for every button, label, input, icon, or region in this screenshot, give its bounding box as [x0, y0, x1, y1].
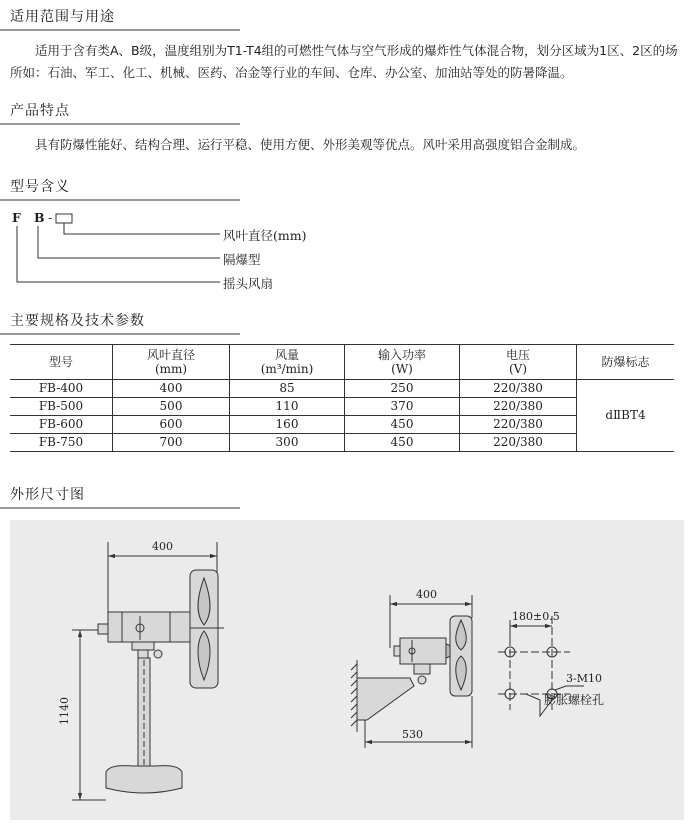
section-title-specs: 主要规格及技术参数: [10, 313, 145, 329]
cell-power: 450: [345, 416, 460, 434]
label-explosion-proof: 隔爆型: [223, 252, 261, 267]
cell-airflow: 160: [230, 416, 345, 434]
cell-diameter: 600: [113, 416, 230, 434]
floor-fan-drawing: [72, 542, 224, 800]
cell-diameter: 500: [113, 398, 230, 416]
header-voltage-unit: (V): [508, 362, 528, 376]
cell-model: FB-600: [10, 416, 113, 434]
cell-ex-mark: dⅡBT4: [577, 380, 675, 452]
dim-400-wall: 400: [416, 588, 437, 601]
model-code-diagram: [0, 0, 694, 300]
dim-180: 180±0.5: [512, 610, 560, 623]
cell-model: FB-750: [10, 434, 113, 452]
header-voltage-label: 电压: [505, 348, 530, 362]
dim-400-floor: 400: [152, 540, 173, 553]
cell-diameter: 400: [113, 380, 230, 398]
model-code-f: F: [12, 210, 21, 225]
cell-power: 450: [345, 434, 460, 452]
section-title-scope: 适用范围与用途: [10, 9, 115, 25]
cell-airflow: 110: [230, 398, 345, 416]
wall-fan-drawing: [351, 595, 472, 748]
header-ex-mark: [577, 345, 675, 380]
table-row: [10, 416, 674, 434]
section-title-features: 产品特点: [10, 103, 70, 119]
header-voltage: [460, 345, 577, 380]
header-ex-mark-label: 防爆标志: [601, 355, 650, 369]
label-bolt-holes: 膨胀螺栓孔: [544, 693, 605, 707]
table-row: [10, 398, 674, 416]
header-power-unit: (W): [391, 362, 413, 376]
cell-airflow: 85: [230, 380, 345, 398]
cell-power: 370: [345, 398, 460, 416]
header-diameter-label: 风叶直径: [146, 348, 195, 362]
model-code-leader-lines: [0, 0, 694, 300]
spec-table: [10, 344, 674, 452]
dimension-drawing: [10, 520, 684, 820]
cell-voltage: 220/380: [460, 398, 577, 416]
section-title-model: 型号含义: [10, 179, 70, 195]
header-airflow: [230, 345, 345, 380]
dim-530: 530: [402, 728, 423, 741]
header-model-label: 型号: [48, 355, 73, 369]
label-fan-diameter: 风叶直径(mm): [223, 228, 307, 243]
model-code-dash: -: [48, 210, 53, 225]
section-title-dimensions: 外形尺寸图: [10, 487, 85, 503]
cell-voltage: 220/380: [460, 434, 577, 452]
table-row: [10, 434, 674, 452]
features-paragraph: 具有防爆性能好、结构合理、运行平稳、使用方便、外形美观等优点。风叶采用高强度铝合金制成。: [35, 137, 586, 152]
cell-voltage: 220/380: [460, 380, 577, 398]
model-code-b: B: [34, 210, 45, 225]
dimension-drawing-panel: [10, 520, 684, 820]
table-row: [10, 380, 674, 398]
cell-airflow: 300: [230, 434, 345, 452]
dim-1140: 1140: [58, 697, 71, 725]
section-rule: [0, 333, 240, 335]
cell-model: FB-400: [10, 380, 113, 398]
header-power: [345, 345, 460, 380]
cell-model: FB-500: [10, 398, 113, 416]
cell-diameter: 700: [113, 434, 230, 452]
header-diameter-unit: (mm): [154, 362, 188, 376]
header-airflow-label: 风量: [274, 348, 299, 362]
scope-paragraph: 适用于含有类A、B级，温度组别为T1-T4组的可燃性气体与空气形成的爆炸性气体混合物，划分区域为1区、2区的场所如：石油、军工、化工、机械、医药、冶金等行业的车间、仓库、办公室、加油站等处的防暑降温。: [10, 43, 678, 80]
header-power-label: 输入功率: [377, 348, 426, 362]
cell-voltage: 220/380: [460, 416, 577, 434]
header-airflow-unit: (m³/min): [260, 362, 314, 376]
section-rule: [0, 507, 240, 509]
header-diameter: [113, 345, 230, 380]
cell-power: 250: [345, 380, 460, 398]
dim-3m10: 3-M10: [566, 672, 602, 685]
header-model: [10, 345, 113, 380]
spec-table-header: [10, 345, 674, 380]
label-oscillating-fan: 摇头风扇: [223, 276, 274, 291]
